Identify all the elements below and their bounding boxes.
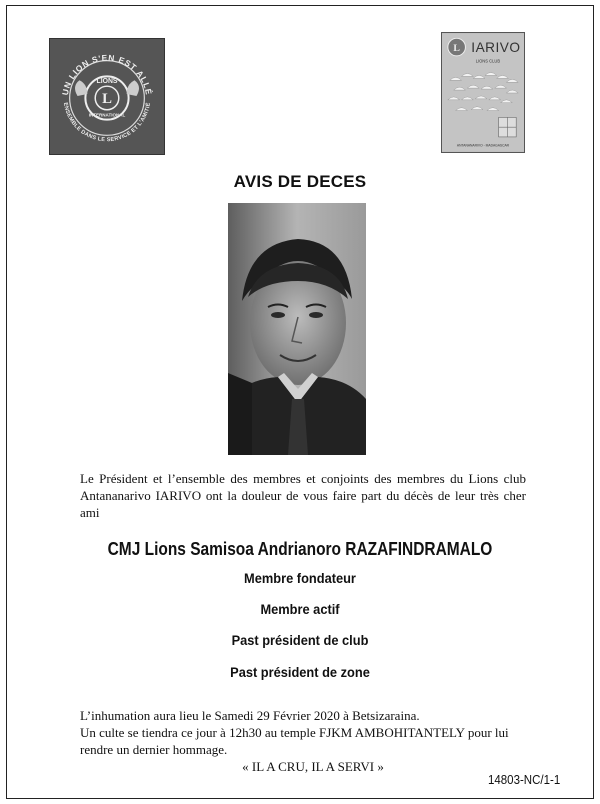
intro-paragraph: Le Président et l’ensemble des membres et conjoints des membres du Lions club Antananarivo IARIVO ont la douleur de vous faire part du décès de leur très cher ami <box>80 471 526 520</box>
role-item: Past président de zone <box>230 665 370 680</box>
lions-ring-logo <box>49 38 165 155</box>
funeral-details <box>80 707 526 775</box>
logo-emblem-top: LIONS <box>96 78 118 86</box>
portrait-photo <box>228 203 366 455</box>
logo-emblem-bottom: INTERNATIONAL <box>88 112 126 118</box>
quote-line: « IL A CRU, IL A SERVI » <box>242 759 384 774</box>
logo-subtitle: LIONS CLUB <box>475 58 501 64</box>
role-item: Membre fondateur <box>244 571 356 586</box>
logo-ring-bottom-text: ENSEMBLE DANS LE SERVICE ET L'AMITIÉ <box>61 102 153 144</box>
logo-ring-top-text: UN LION S'EN EST ALLÉ <box>59 52 155 97</box>
logo-footer: ANTANANARIVO - MADAGASCAR <box>456 143 510 148</box>
notice-title: AVIS DE DECES <box>233 172 367 191</box>
lions-club-iarivo-logo <box>441 32 525 153</box>
role-item: Membre actif <box>260 602 340 617</box>
role-item: Past président de club <box>231 633 369 648</box>
logo-emblem-letter: L <box>102 90 112 107</box>
reference-number: 14803-NC/1-1 <box>488 773 561 787</box>
deceased-name: CMJ Lions Samisoa Andrianoro RAZAFINDRAMALO <box>107 539 493 559</box>
burial-line: L’inhumation aura lieu le Samedi 29 Février 2020 à Betsizaraina. <box>80 708 420 723</box>
svg-text:L: L <box>453 43 460 55</box>
logo-club-name: IARIVO <box>471 39 521 55</box>
service-line: Un culte se tiendra ce jour à 12h30 au temple FJKM AMBOHITANTELY pour lui rendre un dernier hommage. <box>80 725 509 757</box>
